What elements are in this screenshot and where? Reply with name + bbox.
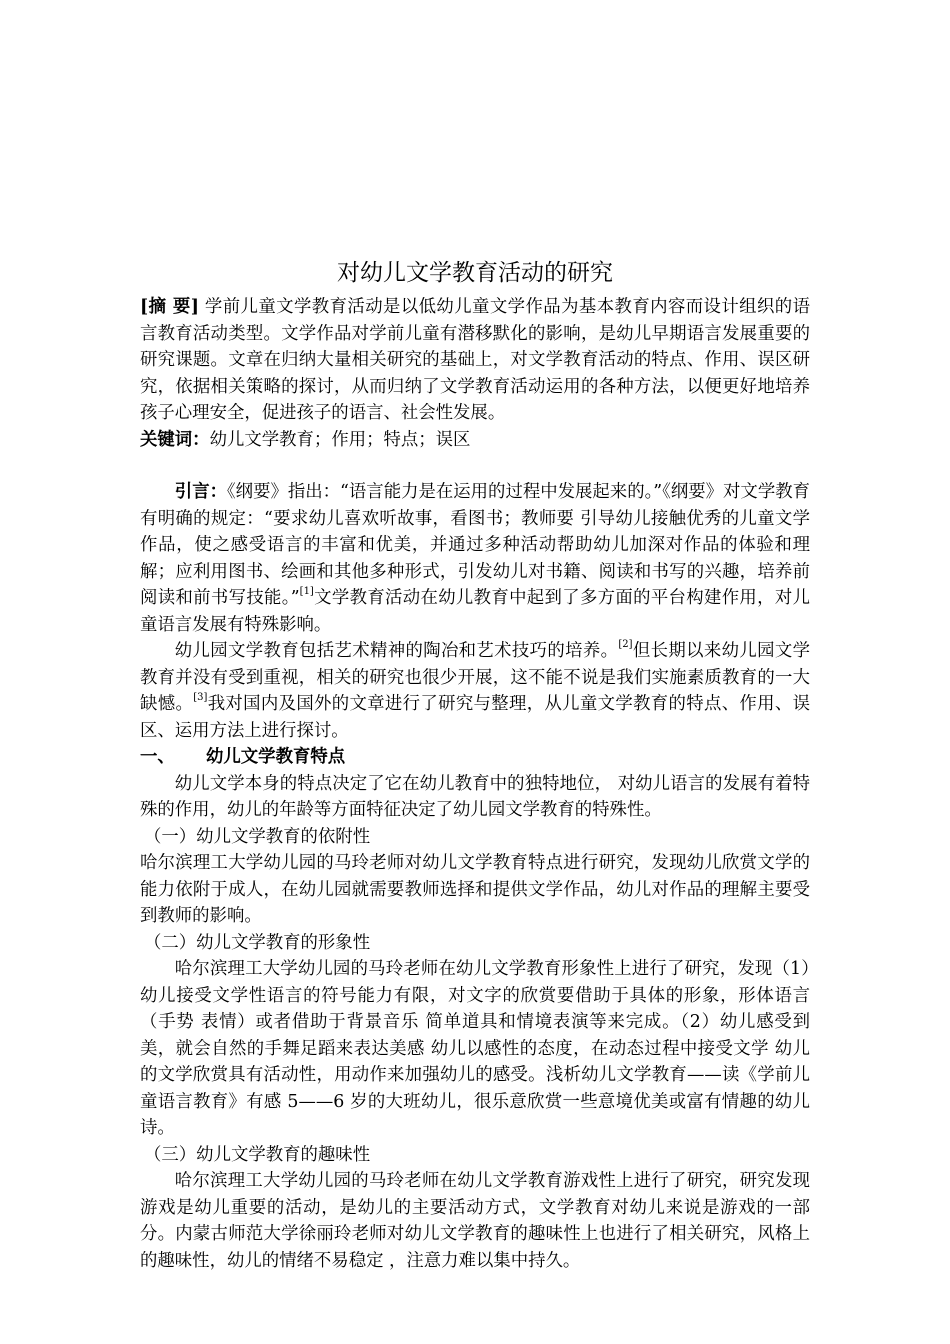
section-number: 一、: [140, 747, 175, 767]
para2-text-b: 但长期以来幼儿园文学教育并没有受到重视，相关的研究也很少开展，这不能不说是我们实施素质教育的一大缺憾。: [140, 641, 810, 714]
intro-label: 引言：: [174, 482, 227, 502]
paper-title: 对幼儿文学教育活动的研究: [337, 260, 613, 286]
section1-intro: 幼儿文学本身的特点决定了它在幼儿教育中的独特地位， 对幼儿语言的发展有着特殊的作用，幼儿的年龄等方面特征决定了幼儿园文学教育的特殊性。: [140, 773, 810, 820]
intro-text-b: 文学教育活动在幼儿教育中起到了多方面的平台构建作用，对儿童语言发展有特殊影响。: [140, 588, 810, 635]
keywords-label: 关键词：: [140, 429, 210, 450]
citation-2: [2]: [618, 639, 633, 651]
intro-text-a: 《纲要》指出：“语言能力是在运用的过程中发展起来的。”《纲要》对文学教育有明确的规定：“要求幼儿喜欢听故事，看图书；教师要 引导幼儿接触优秀的儿童文学作品，使之感受语言的丰富和优美，并通过多种活动帮助幼儿加深对作品的体验和理解；应利用图书、绘画和其他多种形式，引发幼儿对书籍、阅读和书写的兴趣，培养前阅读和前书写技能。”: [140, 482, 810, 608]
abstract-label: [摘 要]: [140, 297, 199, 317]
subsection3-text: 哈尔滨理工大学幼儿园的马玲老师在幼儿文学教育游戏性上进行了研究，研究发现游戏是幼儿重要的活动，是幼儿的主要活动方式，文学教育对幼儿来说是游戏的一部分。内蒙古师范大学徐丽玲老师对幼儿文学教育的趣味性上也进行了相关研究，风格上的趣味性，幼儿的情绪不易稳定 ，注意力难以集中持久。: [140, 1171, 810, 1271]
second-paragraph: [140, 638, 810, 744]
section-heading-1: [140, 744, 810, 771]
keywords-text: 幼儿文学教育；作用；特点；误区: [209, 429, 471, 450]
para2-text-a: 幼儿园文学教育包括艺术精神的陶冶和艺术技巧的培养。: [174, 641, 619, 661]
subsection1-text: 哈尔滨理工大学幼儿园的马玲老师对幼儿文学教育特点进行研究，发现幼儿欣赏文学的能力依附于成人，在幼儿园就需要教师选择和提供文学作品，幼儿对作品的理解主要受到教师的影响。: [140, 853, 810, 926]
document-page: [140, 256, 810, 1274]
subsection-heading-1: （一）幼儿文学教育的依附性: [144, 826, 371, 847]
para2-text-c: 我对国内及国外的文章进行了研究与整理，从儿童文学教育的特点、作用、误区、运用方法上进行探讨。: [140, 694, 810, 741]
intro-paragraph: [140, 479, 810, 638]
citation-3: [3]: [193, 692, 208, 704]
abstract-text: 学前儿童文学教育活动是以低幼儿童文学作品为基本教育内容而设计组织的语言教育活动类型。文学作品对学前儿童有潜移默化的影响，是幼儿早期语言发展重要的研究课题。文章在归纳大量相关研究的基础上，对文学教育活动的特点、作用、误区研究，依据相关策略的探讨，从而归纳了文学教育活动运用的各种方法，以便更好地培养孩子心理安全，促进孩子的语言、社会性发展。: [140, 297, 810, 423]
abstract-paragraph: [140, 294, 810, 427]
subsection-heading-2: （二）幼儿文学教育的形象性: [144, 932, 371, 953]
keywords-line: [140, 427, 810, 454]
citation-1: [1]: [299, 586, 314, 598]
subsection-heading-3: （三）幼儿文学教育的趣味性: [144, 1144, 371, 1165]
subsection2-text: 哈尔滨理工大学幼儿园的马玲老师在幼儿文学教育形象性上进行了研究，发现（1）幼儿接受文学性语言的符号能力有限，对文字的欣赏要借助于具体的形象，形体语言（手势 表情）或者借助于背景音乐 简单道具和情境表演等来完成。（2）幼儿感受到美，就会自然的手舞足蹈来表达美感 幼儿以感性的态度，在动态过程中接受文学 幼儿的文学欣赏具有活动性，用动作来加强幼儿的感受。浅析幼儿文学教育——读《学前儿童语言教育》有感 5——6 岁的大班幼儿，很乐意欣赏一些意境优美或富有情趣的幼儿诗。: [140, 959, 810, 1138]
blank-line: [140, 453, 810, 479]
section-title: 幼儿文学教育特点: [206, 747, 346, 767]
